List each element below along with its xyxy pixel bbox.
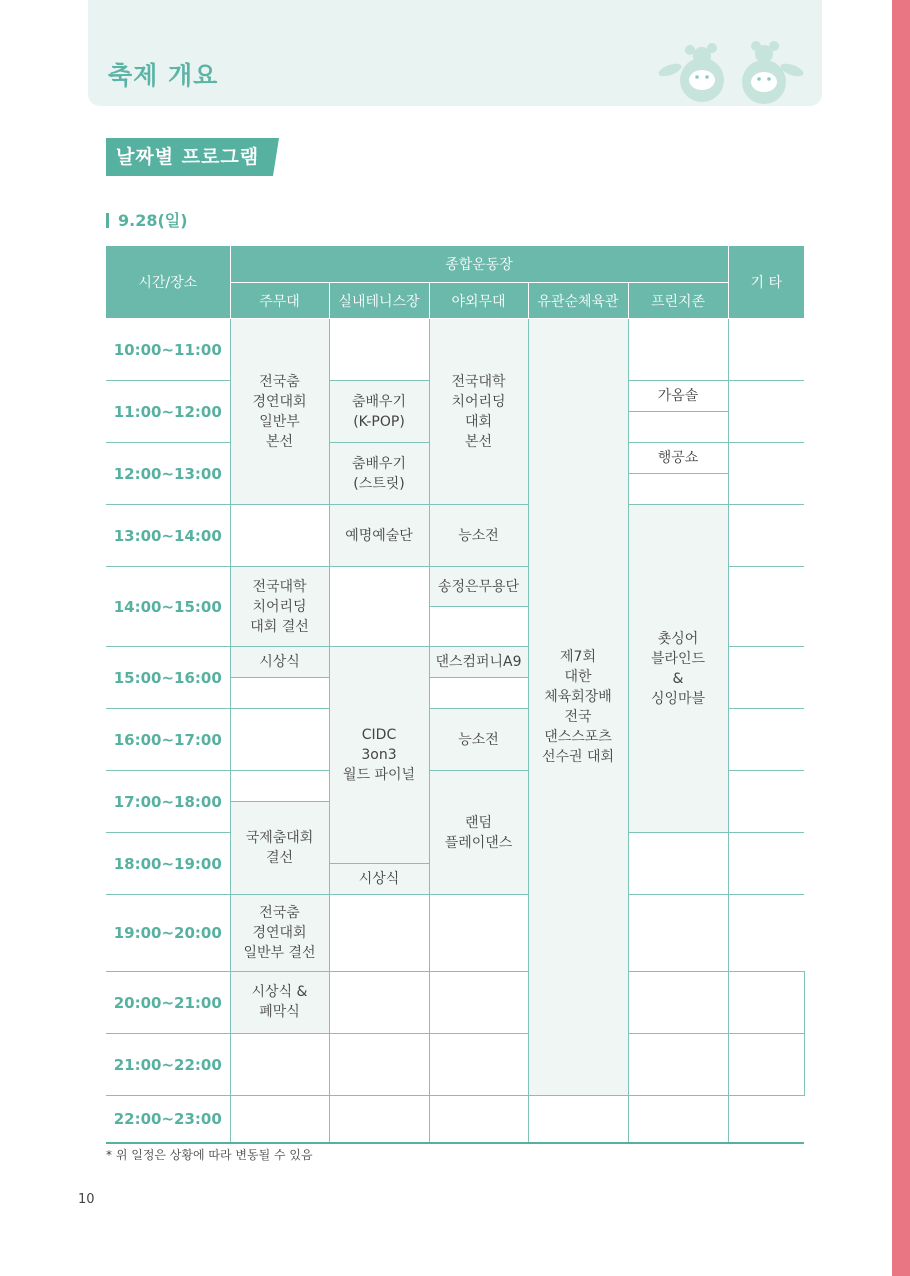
empty-cell [329,567,429,647]
empty-cell [429,607,528,647]
empty-cell [628,1034,728,1096]
empty-cell [728,381,804,443]
empty-cell [329,895,429,972]
corner-header: 시간/장소 [106,246,230,319]
event-cell: CIDC 3on3 월드 파이널 [329,647,429,864]
empty-cell [230,1034,329,1096]
empty-cell [429,678,528,709]
empty-cell [230,771,329,802]
page-header [88,0,822,106]
empty-cell [230,505,329,567]
event-cell: 송정은무용단 [429,567,528,607]
section-title: 날짜별 프로그램 [106,138,273,176]
empty-cell [628,972,728,1034]
empty-cell [329,1034,429,1096]
event-cell: 능소전 [429,709,528,771]
empty-cell [429,895,528,972]
empty-cell [329,972,429,1034]
event-cell: 춤배우기 (K-POP) [329,381,429,443]
date-label: 9.28(일) [106,208,188,231]
time-cell: 16:00~17:00 [106,709,230,771]
empty-cell [628,895,728,972]
empty-cell [429,1096,528,1143]
event-cell: 전국춤 경연대회 일반부 본선 [230,319,329,505]
page-number: 10 [78,1192,95,1207]
time-cell: 19:00~20:00 [106,895,230,972]
time-cell: 10:00~11:00 [106,319,230,381]
event-cell: 예명예술단 [329,505,429,567]
empty-cell [230,1096,329,1143]
time-cell: 11:00~12:00 [106,381,230,443]
event-cell: 국제춤대회 결선 [230,802,329,895]
event-cell: 행공쇼 [628,443,728,474]
event-cell: 랜덤 플레이댄스 [429,771,528,895]
event-cell: 시상식 [230,647,329,678]
empty-cell [628,1096,728,1143]
time-cell: 20:00~21:00 [106,972,230,1034]
empty-cell [230,678,329,709]
empty-cell [728,771,804,833]
side-bar [892,0,910,1276]
empty-cell [429,972,528,1034]
header-title: 축제 개요 [108,61,219,90]
event-cell: 춋싱어 블라인드 & 싱잉마블 [628,505,728,833]
event-cell: 시상식 [329,864,429,895]
empty-cell [528,1096,628,1143]
stage-header: 주무대 [230,283,329,319]
event-cell: 전국대학 치어리딩 대회 본선 [429,319,528,505]
stage-header: 야외무대 [429,283,528,319]
schedule-note: * 위 일정은 상황에 따라 변동될 수 있음 [106,1148,313,1162]
event-cell: 가옴솔 [628,381,728,412]
empty-cell [628,319,728,381]
stage-header: 프린지존 [628,283,728,319]
empty-cell [728,647,804,709]
empty-cell [728,709,804,771]
empty-cell [728,1096,804,1143]
time-cell: 14:00~15:00 [106,567,230,647]
empty-cell [628,412,728,443]
empty-cell [728,319,804,381]
time-cell: 21:00~22:00 [106,1034,230,1096]
event-cell: 시상식 & 폐막식 [230,972,329,1034]
empty-cell [329,1096,429,1143]
empty-cell [628,833,728,895]
empty-cell [728,443,804,505]
empty-cell [728,1034,804,1096]
time-cell: 18:00~19:00 [106,833,230,895]
time-cell: 17:00~18:00 [106,771,230,833]
schedule-table [106,246,804,1144]
empty-cell [728,505,804,567]
stage-header: 실내테니스장 [329,283,429,319]
empty-cell [728,895,804,972]
time-cell: 12:00~13:00 [106,443,230,505]
venue-group-header: 종합운동장 [230,246,728,283]
event-cell: 능소전 [429,505,528,567]
time-cell: 22:00~23:00 [106,1096,230,1143]
event-cell: 댄스컴퍼니A9 [429,647,528,678]
empty-cell [230,709,329,771]
event-cell: 제7회 대한 체육회장배 전국 댄스스포츠 선수권 대회 [528,319,628,1096]
mascot-illustration [652,40,812,106]
empty-cell [329,319,429,381]
event-cell: 전국춤 경연대회 일반부 결선 [230,895,329,972]
empty-cell [429,1034,528,1096]
other-header: 기 타 [728,246,804,319]
empty-cell [628,474,728,505]
empty-cell [728,972,804,1034]
stage-header: 유관순체육관 [528,283,628,319]
event-cell: 춤배우기 (스트릿) [329,443,429,505]
event-cell: 전국대학 치어리딩 대회 결선 [230,567,329,647]
time-cell: 15:00~16:00 [106,647,230,709]
empty-cell [728,567,804,647]
empty-cell [728,833,804,895]
time-cell: 13:00~14:00 [106,505,230,567]
